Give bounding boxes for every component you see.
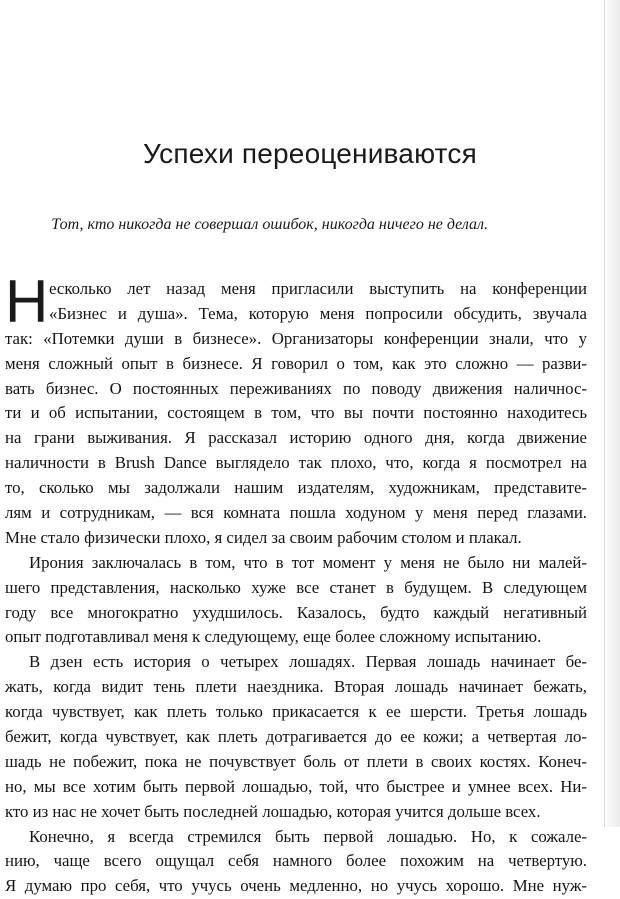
text-line: кто из нас не хочет быть последней лошадью, которая учится дольше всех. bbox=[5, 801, 541, 821]
text-line: меня сложный опыт в бизнесе. Я говорил о том, как это сложно — разви- bbox=[5, 353, 587, 373]
text-line: так: «Потемки души в бизнесе». Организаторы конференции знали, что у bbox=[5, 328, 587, 348]
text-line: «Бизнес и душа». Тема, которую меня попросили обсудить, звучала bbox=[49, 303, 587, 323]
page-edge-shadow bbox=[604, 0, 620, 827]
text-line: когда чувствует, как плеть только прикасается к ее шерсти. Третья лошадь bbox=[5, 702, 587, 722]
text-line: наличности в Brush Dance выглядело так плохо, что, когда я посмотрел на bbox=[5, 453, 587, 473]
text-line: то, сколько мы задолжали нашим издателям, художникам, представите- bbox=[5, 478, 587, 498]
text-line: опыт подготавливал меня к следующему, еще более сложному испытанию. bbox=[5, 627, 542, 647]
text-line: жать, когда видит тень плети наездника. Вторая лошадь начинает бежать, bbox=[5, 677, 587, 697]
chapter-title: Успехи переоцениваются bbox=[143, 138, 477, 169]
text-line: есколько лет назад меня пригласили выступить на конференции bbox=[49, 279, 587, 298]
text-line: году все многократно ухудшилось. Казалось, будто каждый негативный bbox=[5, 602, 587, 622]
text-line: нию, чаще всего ощущал себя намного более похожим на четвертую. bbox=[5, 851, 587, 871]
text-line: шего представления, насколько хуже все станет в будущем. В следующем bbox=[5, 577, 587, 597]
text-line: Я думаю про себя, что учусь очень медленно, но учусь хорошо. Мне нуж- bbox=[5, 876, 587, 896]
text-line: шадь не побежит, пока не почувствует боль от плети в своих костях. Конеч- bbox=[5, 751, 587, 771]
epigraph: Тот, кто никогда не совершал ошибок, никогда ничего не делал. bbox=[51, 216, 488, 233]
text-line: на грани выживания. Я рассказал историю одного дня, когда движение bbox=[5, 428, 587, 448]
text-line: лям и сотрудникам, — вся комната пошла ходуном у меня перед глазами. bbox=[5, 503, 587, 523]
drop-cap: Н bbox=[5, 268, 49, 335]
page-edge-line bbox=[604, 0, 605, 827]
text-line: но, мы все хотим быть первой лошадью, той, что быстрее и умнее всех. Ни- bbox=[5, 776, 587, 796]
text-line: Конечно, я всегда стремился быть первой лошадью. Но, к сожале- bbox=[29, 826, 587, 846]
text-line: бежит, когда чувствует, как плеть дотрагивается до ее кожи; а четвертая ло- bbox=[5, 727, 587, 747]
text-line: Ирония заключалась в том, что в тот момент у меня не было ни малей- bbox=[29, 552, 587, 572]
text-line: ти и об испытании, состоящем в том, что вы почти постоянно находитесь bbox=[5, 403, 587, 423]
body-text bbox=[5, 268, 587, 899]
text-line: В дзен есть история о четырех лошадях. Первая лошадь начинает бе- bbox=[29, 652, 587, 672]
text-line: Мне стало физически плохо, я сидел за своим рабочим столом и плакал. bbox=[5, 527, 522, 547]
text-line: вать бизнес. О постоянных переживаниях по поводу движения наличнос- bbox=[5, 378, 587, 398]
